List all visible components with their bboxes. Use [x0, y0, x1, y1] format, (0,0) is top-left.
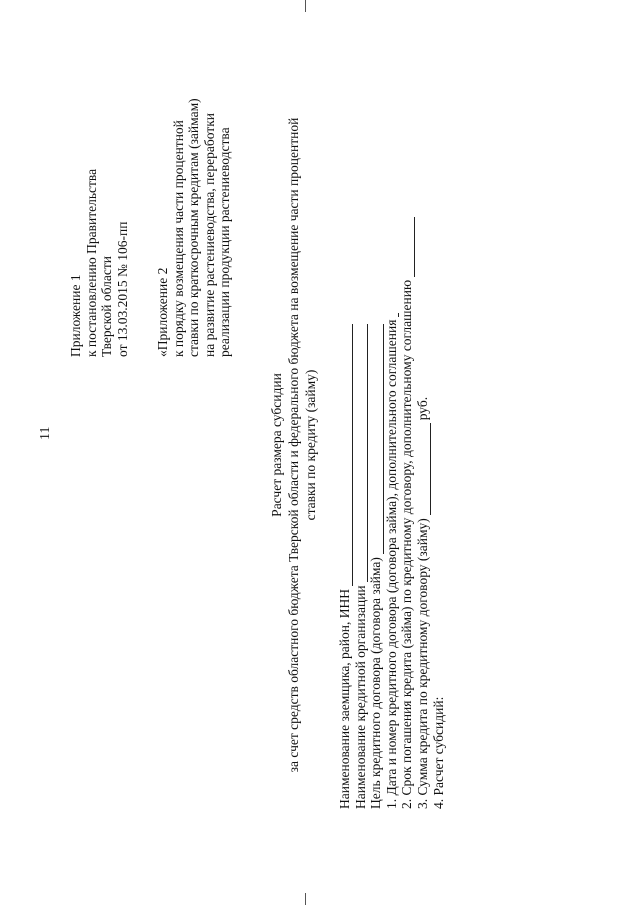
item4-row [431, 217, 447, 809]
appendix-line: Тверской области [99, 256, 114, 357]
item3-label: 3. Сумма кредита по кредитному договору (займу) [414, 518, 430, 809]
item2-label: 2. Срок погашения кредита (займа) по кредитному договору, дополнительному соглашению [399, 279, 415, 809]
title-line: за счет средств областного бюджета Тверской области и федерального бюджета на возмещение части процентной [286, 117, 301, 773]
page-number: 11 [38, 426, 53, 440]
title-line: Расчет размера субсидии [269, 373, 284, 517]
item4-label: 4. Расчет субсидий: [430, 696, 446, 809]
order-header [155, 98, 233, 357]
item3-blank[interactable] [418, 423, 431, 515]
document-title [268, 105, 319, 785]
item1-label: 1. Дата и номер кредитного договора (договора займа), дополнительного соглашения [383, 319, 399, 809]
item1-row [384, 217, 400, 809]
credit-org-label: Наименование кредитной организации [352, 585, 368, 809]
credit-org-row [353, 217, 369, 809]
borrower-blank[interactable] [340, 324, 353, 586]
borrower-row [337, 217, 353, 809]
item1-blank[interactable] [386, 313, 399, 317]
appendix-line: Приложение 1 [68, 274, 83, 357]
appendix-line: к постановлению Правительства [83, 168, 99, 357]
appendix-line: от 13.03.2015 № 106-пп [114, 221, 130, 357]
item2-row [399, 217, 415, 809]
purpose-label: Цель кредитного договора (договора займа) [368, 557, 384, 809]
order-line: реализации продукции растениеводства [217, 127, 232, 357]
order-line: к порядку возмещения части процентной [170, 120, 186, 357]
title-line: ставки по кредиту (займу) [303, 369, 318, 521]
item3-currency: руб. [414, 396, 430, 421]
item3-row [415, 217, 431, 809]
appendix-header [68, 169, 130, 357]
purpose-blank[interactable] [371, 324, 384, 554]
item2-blank[interactable] [402, 217, 415, 277]
order-line: на развитие растениеводства, переработки [201, 113, 217, 357]
form-fields [337, 217, 446, 809]
credit-org-blank[interactable] [355, 324, 368, 582]
order-line: ставки по краткосрочным кредитам (займам) [186, 98, 201, 357]
borrower-label: Наименование заемщика, район, ИНН [337, 589, 352, 809]
order-line: «Приложение 2 [155, 267, 170, 357]
purpose-row [368, 217, 384, 809]
